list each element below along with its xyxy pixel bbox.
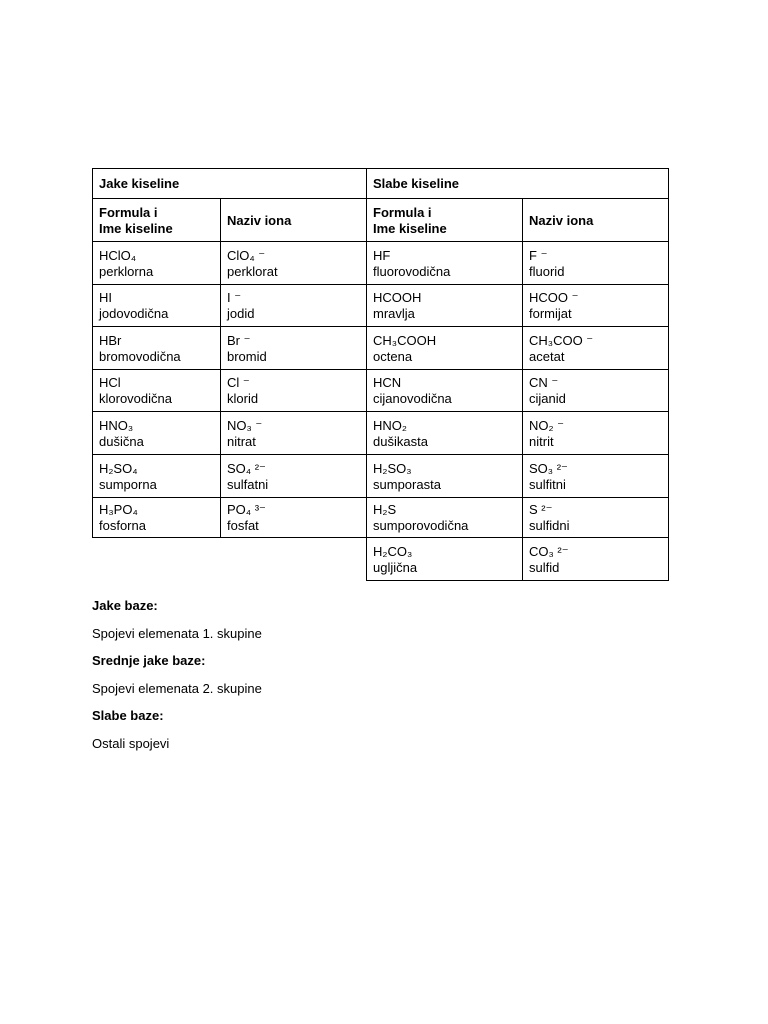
weak-acid-cell <box>367 455 523 498</box>
weak-ion-cell <box>523 285 669 327</box>
empty-cell <box>221 538 367 581</box>
acid-name: sumporovodična <box>373 518 469 533</box>
strong-ion-cell <box>221 327 367 370</box>
strong-ion-cell <box>221 498 367 538</box>
ion-name: fosfat <box>227 518 259 533</box>
weak-acid-cell <box>367 538 523 581</box>
ion-formula: F ⁻ <box>529 247 548 263</box>
table-row <box>93 455 669 498</box>
ion-name: sulfidni <box>529 518 570 533</box>
acid-formula: H₂S <box>373 502 397 517</box>
weak-formula-column-header <box>367 199 523 242</box>
weak-acid-cell <box>367 370 523 412</box>
weak-ion-column-header: Naziv iona <box>523 199 669 242</box>
table-row <box>93 242 669 285</box>
acid-name: sumporna <box>99 476 157 492</box>
ion-name: sulfid <box>529 559 560 575</box>
weak-ion-cell <box>523 242 669 285</box>
strong-acid-cell <box>93 285 221 327</box>
medium-bases-label: Srednje jake baze: <box>92 653 206 668</box>
strong-acid-cell <box>93 242 221 285</box>
weak-acids-header: Slabe kiseline <box>367 169 669 199</box>
acids-table <box>92 168 669 581</box>
ion-formula: NO₂ ⁻ <box>529 417 565 433</box>
ion-name: acetat <box>529 348 565 364</box>
strong-ion-cell <box>221 242 367 285</box>
ion-formula: SO₄ ²⁻ <box>227 460 266 476</box>
acid-formula: CH₃COOH <box>373 332 437 348</box>
acid-formula: HI <box>99 290 112 305</box>
weak-bases-label: Slabe baze: <box>92 708 164 723</box>
ion-name: cijanid <box>529 391 566 406</box>
ion-name: formijat <box>529 306 572 321</box>
ion-formula: Cl ⁻ <box>227 375 250 390</box>
ion-formula: CO₃ ²⁻ <box>529 543 569 559</box>
acid-name: octena <box>373 348 413 364</box>
table-row <box>93 285 669 327</box>
strong-ion-cell <box>221 285 367 327</box>
formula-header-line1: Formula i <box>373 204 432 220</box>
table-row <box>93 498 669 538</box>
ion-formula: CN ⁻ <box>529 375 559 390</box>
ion-name: nitrat <box>227 433 256 449</box>
acid-name: klorovodična <box>99 391 172 406</box>
acid-formula: HF <box>373 247 391 263</box>
ion-name: bromid <box>227 348 267 364</box>
acid-formula: HCN <box>373 375 402 390</box>
weak-ion-cell <box>523 327 669 370</box>
ion-formula: PO₄ ³⁻ <box>227 502 266 517</box>
formula-header-line2: Ime kiseline <box>373 220 447 236</box>
ion-name: fluorid <box>529 263 565 279</box>
formula-header-line1: Formula i <box>99 204 158 220</box>
weak-acid-cell <box>367 242 523 285</box>
ion-name: jodid <box>227 306 255 321</box>
ion-name: perklorat <box>227 263 278 279</box>
table-row <box>93 370 669 412</box>
acid-formula: HCOOH <box>373 290 422 305</box>
strong-bases-label: Jake baze: <box>92 598 158 613</box>
weak-ion-cell <box>523 370 669 412</box>
acid-formula: HCl <box>99 375 121 390</box>
table-column-header-row <box>93 199 669 242</box>
table-row <box>93 327 669 370</box>
weak-bases-text: Ostali spojevi <box>92 735 170 751</box>
weak-ion-cell <box>523 538 669 581</box>
acid-formula: HNO₃ <box>99 417 134 433</box>
strong-ion-cell <box>221 370 367 412</box>
ion-formula: SO₃ ²⁻ <box>529 460 568 476</box>
ion-name: sulfatni <box>227 476 269 492</box>
weak-acid-cell <box>367 285 523 327</box>
strong-ion-cell <box>221 412 367 455</box>
ion-formula: NO₃ ⁻ <box>227 417 263 433</box>
ion-formula: ClO₄ ⁻ <box>227 247 266 263</box>
acid-name: perklorna <box>99 263 154 279</box>
table-row <box>93 412 669 455</box>
acid-formula: H₃PO₄ <box>99 502 138 517</box>
table-group-header-row <box>93 169 669 199</box>
empty-cell <box>93 538 221 581</box>
acid-name: jodovodična <box>99 306 169 321</box>
acid-formula: H₂SO₃ <box>373 460 412 476</box>
strong-bases-text: Spojevi elemenata 1. skupine <box>92 625 262 641</box>
bases-notes <box>92 598 262 752</box>
strong-acid-cell <box>93 498 221 538</box>
strong-acid-cell <box>93 327 221 370</box>
acid-formula: HClO₄ <box>99 247 137 263</box>
acid-name: dušična <box>99 433 144 449</box>
ion-name: nitrit <box>529 433 554 449</box>
weak-ion-cell <box>523 498 669 538</box>
ion-formula: I ⁻ <box>227 290 242 305</box>
weak-acid-cell <box>367 498 523 538</box>
acid-formula: H₂SO₄ <box>99 460 138 476</box>
ion-formula: Br ⁻ <box>227 332 251 348</box>
acid-name: dušikasta <box>373 433 428 449</box>
weak-ion-cell <box>523 455 669 498</box>
acid-formula: HBr <box>99 332 122 348</box>
table-row <box>93 538 669 581</box>
strong-formula-column-header <box>93 199 221 242</box>
acid-name: bromovodična <box>99 348 181 364</box>
ion-formula: HCOO ⁻ <box>529 290 579 305</box>
ion-formula: CH₃COO ⁻ <box>529 332 594 348</box>
strong-ion-column-header: Naziv iona <box>221 199 367 242</box>
acid-name: mravlja <box>373 306 415 321</box>
acid-formula: H₂CO₃ <box>373 543 413 559</box>
acid-name: ugljična <box>373 559 418 575</box>
strong-acid-cell <box>93 370 221 412</box>
strong-acid-cell <box>93 412 221 455</box>
strong-ion-cell <box>221 455 367 498</box>
acid-name: sumporasta <box>373 476 441 492</box>
formula-header-line2: Ime kiseline <box>99 220 173 236</box>
acid-name: fluorovodična <box>373 263 451 279</box>
acid-formula: HNO₂ <box>373 417 407 433</box>
strong-acid-cell <box>93 455 221 498</box>
weak-acid-cell <box>367 412 523 455</box>
acid-name: cijanovodična <box>373 391 452 406</box>
ion-name: sulfitni <box>529 476 566 492</box>
weak-ion-cell <box>523 412 669 455</box>
ion-name: klorid <box>227 391 259 406</box>
strong-acids-header: Jake kiseline <box>93 169 367 199</box>
acid-name: fosforna <box>99 518 146 533</box>
medium-bases-text: Spojevi elemenata 2. skupine <box>92 680 262 696</box>
ion-formula: S ²⁻ <box>529 502 553 517</box>
weak-acid-cell <box>367 327 523 370</box>
